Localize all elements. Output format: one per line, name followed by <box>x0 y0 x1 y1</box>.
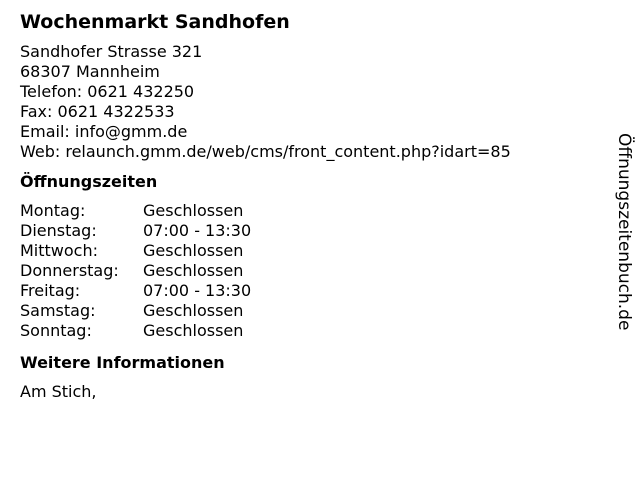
hours-value: Geschlossen <box>143 321 244 340</box>
opening-hours-row <box>20 261 600 281</box>
hours-value: 07:00 - 13:30 <box>143 281 252 300</box>
email-address[interactable]: Email: info@gmm.de <box>20 122 188 141</box>
opening-hours-row <box>20 321 600 341</box>
hours-value: Geschlossen <box>143 241 244 260</box>
opening-hours-row <box>20 201 600 221</box>
website-address[interactable]: Web: relaunch.gmm.de/web/cms/front_content.php?idart=85 <box>20 142 511 161</box>
opening-hours-row <box>20 301 600 321</box>
opening-hours-row <box>20 221 600 241</box>
hours-day: Freitag: <box>20 281 81 300</box>
more-info-heading: Weitere Informationen <box>20 353 225 372</box>
hours-day: Montag: <box>20 201 86 220</box>
opening-hours-list <box>20 201 600 341</box>
hours-value: Geschlossen <box>143 261 244 280</box>
hours-day: Sonntag: <box>20 321 92 340</box>
page-title: Wochenmarkt Sandhofen <box>20 11 290 33</box>
more-info-text: Am Stich, <box>20 382 97 401</box>
opening-hours-row <box>20 281 600 301</box>
phone-number[interactable]: Telefon: 0621 432250 <box>20 82 195 101</box>
hours-day: Dienstag: <box>20 221 97 240</box>
hours-day: Samstag: <box>20 301 96 320</box>
hours-day: Mittwoch: <box>20 241 98 260</box>
fax-number: Fax: 0621 4322533 <box>20 102 175 121</box>
opening-hours-heading: Öffnungszeiten <box>20 172 158 191</box>
opening-hours-row <box>20 241 600 261</box>
street-address: Sandhofer Strasse 321 <box>20 42 203 61</box>
site-brand: Öffnungszeitenbuch.de <box>614 133 634 331</box>
city-address: 68307 Mannheim <box>20 62 160 81</box>
hours-value: 07:00 - 13:30 <box>143 221 252 240</box>
hours-value: Geschlossen <box>143 301 244 320</box>
address-block <box>20 42 600 162</box>
hours-day: Donnerstag: <box>20 261 119 280</box>
market-details <box>20 9 600 402</box>
hours-value: Geschlossen <box>143 201 244 220</box>
